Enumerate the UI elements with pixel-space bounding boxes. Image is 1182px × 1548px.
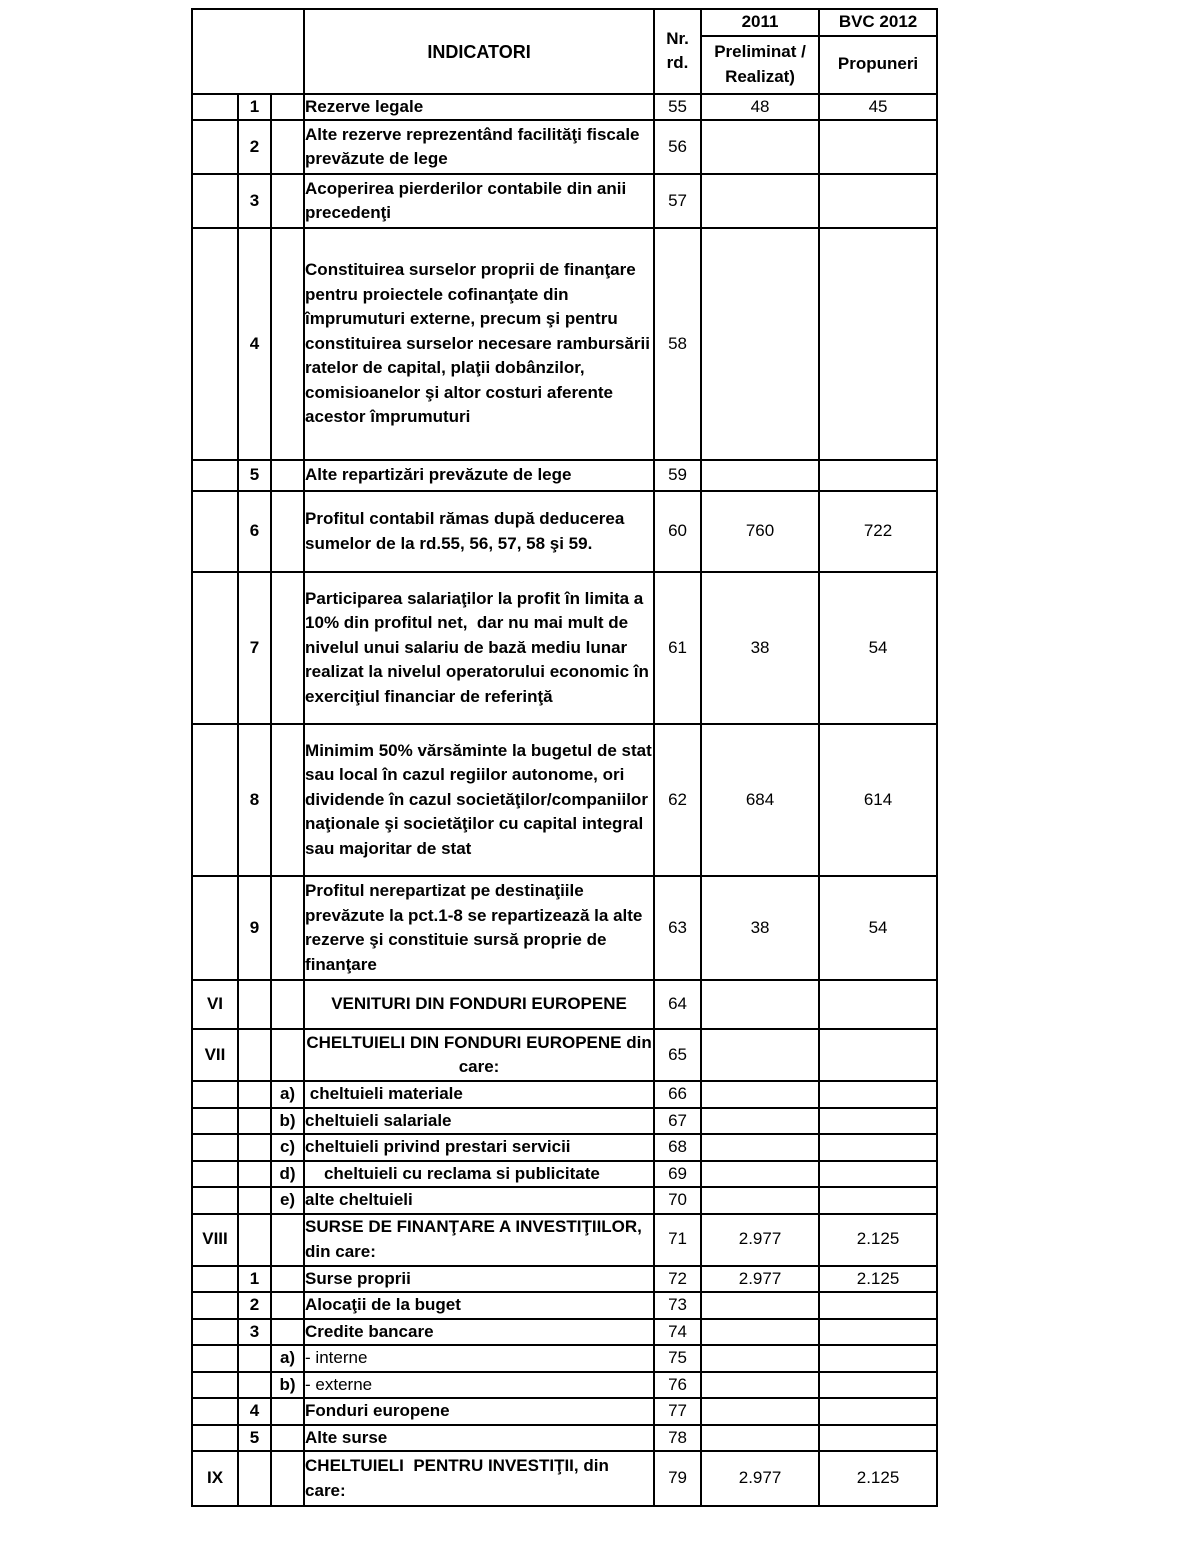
- row-number-cell: 59: [654, 460, 701, 491]
- section-roman-cell: [192, 1345, 238, 1372]
- table-row: [192, 1081, 937, 1108]
- row-number-cell: 66: [654, 1081, 701, 1108]
- section-roman-cell: [192, 1161, 238, 1188]
- subitem-letter-cell: [271, 1292, 304, 1319]
- row-number-cell: 70: [654, 1187, 701, 1214]
- item-number-cell: [238, 1134, 271, 1161]
- row-number-cell: 68: [654, 1134, 701, 1161]
- value-2012-cell: [819, 174, 937, 228]
- item-number-cell: 1: [238, 1266, 271, 1293]
- value-2011-cell: [701, 1187, 819, 1214]
- row-number-cell: 78: [654, 1425, 701, 1452]
- section-roman-cell: [192, 228, 238, 460]
- indicator-text-cell: CHELTUIELI PENTRU INVESTIŢII, din care:: [304, 1451, 654, 1506]
- row-number-cell: 74: [654, 1319, 701, 1346]
- value-2011-cell: [701, 1292, 819, 1319]
- subitem-letter-cell: [271, 1029, 304, 1081]
- row-number-cell: 79: [654, 1451, 701, 1506]
- indicator-text-cell: Minimim 50% vărsăminte la bugetul de stat sau local în cazul regiilor autonome, ori dividende în cazul societăţilor/companiilor naţionale şi societăţilor cu capital integral sau majoritar de stat: [304, 724, 654, 876]
- section-roman-cell: [192, 460, 238, 491]
- table-row: [192, 460, 937, 491]
- row-number-cell: 77: [654, 1398, 701, 1425]
- row-number-cell: 58: [654, 228, 701, 460]
- section-roman-cell: VIII: [192, 1214, 238, 1266]
- table-row: [192, 980, 937, 1029]
- table-row: [192, 1319, 937, 1346]
- value-2012-cell: 614: [819, 724, 937, 876]
- table-row: [192, 228, 937, 460]
- indicator-text-cell: Alte rezerve reprezentând facilităţi fiscale prevăzute de lege: [304, 120, 654, 174]
- table-row: [192, 1266, 937, 1293]
- indicator-text-cell: cheltuieli cu reclama si publicitate: [304, 1161, 654, 1188]
- section-roman-cell: IX: [192, 1451, 238, 1506]
- value-2012-cell: 2.125: [819, 1451, 937, 1506]
- table-row: [192, 1134, 937, 1161]
- subitem-letter-cell: [271, 1266, 304, 1293]
- indicator-text-cell: Profitul nerepartizat pe destinaţiile prevăzute la pct.1-8 se repartizează la alte rezerve şi constituie sursă proprie de finanţare: [304, 876, 654, 980]
- header-indicatori: INDICATORI: [304, 9, 654, 94]
- section-roman-cell: [192, 1319, 238, 1346]
- row-number-cell: 67: [654, 1108, 701, 1135]
- item-number-cell: [238, 980, 271, 1029]
- item-number-cell: [238, 1108, 271, 1135]
- table-row: [192, 1029, 937, 1081]
- item-number-cell: 4: [238, 228, 271, 460]
- table-row: [192, 491, 937, 572]
- value-2011-cell: 2.977: [701, 1214, 819, 1266]
- subitem-letter-cell: [271, 94, 304, 121]
- indicator-text-cell: Rezerve legale: [304, 94, 654, 121]
- subitem-letter-cell: [271, 460, 304, 491]
- subitem-letter-cell: [271, 1425, 304, 1452]
- indicator-text-cell: Alocaţii de la buget: [304, 1292, 654, 1319]
- item-number-cell: 3: [238, 1319, 271, 1346]
- value-2012-cell: [819, 1161, 937, 1188]
- item-number-cell: [238, 1451, 271, 1506]
- bvc-table: [191, 8, 938, 1507]
- row-number-cell: 75: [654, 1345, 701, 1372]
- indicator-text-cell: - externe: [304, 1372, 654, 1399]
- value-2011-cell: [701, 1081, 819, 1108]
- section-roman-cell: [192, 174, 238, 228]
- subitem-letter-cell: c): [271, 1134, 304, 1161]
- indicator-text-cell: SURSE DE FINANŢARE A INVESTIŢIILOR, din care:: [304, 1214, 654, 1266]
- section-roman-cell: [192, 1134, 238, 1161]
- header-year-2012: BVC 2012: [819, 9, 937, 36]
- row-number-cell: 73: [654, 1292, 701, 1319]
- value-2012-cell: 54: [819, 876, 937, 980]
- value-2012-cell: 2.125: [819, 1214, 937, 1266]
- indicator-text-cell: cheltuieli salariale: [304, 1108, 654, 1135]
- subitem-letter-cell: [271, 1451, 304, 1506]
- value-2012-cell: 45: [819, 94, 937, 121]
- value-2011-cell: [701, 1029, 819, 1081]
- subitem-letter-cell: [271, 724, 304, 876]
- section-roman-cell: [192, 1266, 238, 1293]
- indicator-text-cell: Alte repartizări prevăzute de lege: [304, 460, 654, 491]
- row-number-cell: 72: [654, 1266, 701, 1293]
- item-number-cell: 7: [238, 572, 271, 724]
- value-2011-cell: 684: [701, 724, 819, 876]
- subitem-letter-cell: d): [271, 1161, 304, 1188]
- item-number-cell: 9: [238, 876, 271, 980]
- section-roman-cell: [192, 1081, 238, 1108]
- section-roman-cell: [192, 120, 238, 174]
- value-2011-cell: [701, 1134, 819, 1161]
- section-roman-cell: VII: [192, 1029, 238, 1081]
- item-number-cell: 5: [238, 460, 271, 491]
- subitem-letter-cell: [271, 1398, 304, 1425]
- table-row: [192, 1187, 937, 1214]
- row-number-cell: 57: [654, 174, 701, 228]
- table-row: [192, 1398, 937, 1425]
- section-roman-cell: VI: [192, 980, 238, 1029]
- value-2012-cell: [819, 228, 937, 460]
- table-row: [192, 724, 937, 876]
- subitem-letter-cell: [271, 174, 304, 228]
- indicator-text-cell: Surse proprii: [304, 1266, 654, 1293]
- value-2012-cell: [819, 1398, 937, 1425]
- table-row: [192, 94, 937, 121]
- value-2011-cell: [701, 228, 819, 460]
- value-2012-cell: [819, 1187, 937, 1214]
- value-2011-cell: [701, 980, 819, 1029]
- value-2011-cell: [701, 460, 819, 491]
- value-2012-cell: [819, 120, 937, 174]
- row-number-cell: 56: [654, 120, 701, 174]
- item-number-cell: 5: [238, 1425, 271, 1452]
- value-2011-cell: 2.977: [701, 1451, 819, 1506]
- section-roman-cell: [192, 1398, 238, 1425]
- table-row: [192, 1108, 937, 1135]
- value-2011-cell: [701, 174, 819, 228]
- item-number-cell: 8: [238, 724, 271, 876]
- section-roman-cell: [192, 1292, 238, 1319]
- table-row: [192, 876, 937, 980]
- value-2011-cell: 38: [701, 876, 819, 980]
- item-number-cell: 2: [238, 120, 271, 174]
- indicator-text-cell: Profitul contabil rămas după deducerea sumelor de la rd.55, 56, 57, 58 şi 59.: [304, 491, 654, 572]
- table-row: [192, 1372, 937, 1399]
- value-2011-cell: [701, 1319, 819, 1346]
- value-2012-cell: [819, 1372, 937, 1399]
- value-2012-cell: [819, 1345, 937, 1372]
- item-number-cell: [238, 1029, 271, 1081]
- indicator-text-cell: Alte surse: [304, 1425, 654, 1452]
- item-number-cell: 2: [238, 1292, 271, 1319]
- subitem-letter-cell: [271, 1214, 304, 1266]
- item-number-cell: [238, 1081, 271, 1108]
- row-number-cell: 64: [654, 980, 701, 1029]
- table-row: [192, 1161, 937, 1188]
- value-2012-cell: [819, 1108, 937, 1135]
- value-2012-cell: [819, 1425, 937, 1452]
- table-row: [192, 1451, 937, 1506]
- header-row-top: [192, 9, 937, 36]
- subitem-letter-cell: b): [271, 1108, 304, 1135]
- header-nr-rd: Nr. rd.: [654, 9, 701, 94]
- item-number-cell: [238, 1372, 271, 1399]
- value-2011-cell: [701, 1345, 819, 1372]
- indicator-text-cell: Participarea salariaţilor la profit în limita a 10% din profitul net, dar nu mai mult de nivelul unui salariu de bază mediu lunar realizat la nivelul operatorului economic în exerciţiul financiar de referinţă: [304, 572, 654, 724]
- section-roman-cell: [192, 572, 238, 724]
- item-number-cell: [238, 1161, 271, 1188]
- value-2011-cell: [701, 1398, 819, 1425]
- section-roman-cell: [192, 491, 238, 572]
- indicator-text-cell: cheltuieli privind prestari servicii: [304, 1134, 654, 1161]
- section-roman-cell: [192, 1425, 238, 1452]
- row-number-cell: 71: [654, 1214, 701, 1266]
- header-year-2011: 2011: [701, 9, 819, 36]
- section-roman-cell: [192, 1187, 238, 1214]
- indicator-text-cell: Constituirea surselor proprii de finanţare pentru proiectele cofinanţate din împrumuturi externe, precum şi pentru constituirea surselor necesare rambursării ratelor de capital, plaţii dobânzilor, comisioanelor şi altor costuri aferente acestor împrumuturi: [304, 228, 654, 460]
- item-number-cell: [238, 1187, 271, 1214]
- table-row: [192, 174, 937, 228]
- header-col-2011: Preliminat / Realizat): [701, 36, 819, 94]
- item-number-cell: [238, 1214, 271, 1266]
- row-number-cell: 69: [654, 1161, 701, 1188]
- item-number-cell: 1: [238, 94, 271, 121]
- indicator-text-cell: cheltuieli materiale: [304, 1081, 654, 1108]
- indicator-text-cell: Credite bancare: [304, 1319, 654, 1346]
- subitem-letter-cell: a): [271, 1345, 304, 1372]
- row-number-cell: 76: [654, 1372, 701, 1399]
- value-2011-cell: [701, 1108, 819, 1135]
- indicator-text-cell: VENITURI DIN FONDURI EUROPENE: [304, 980, 654, 1029]
- value-2011-cell: 760: [701, 491, 819, 572]
- value-2012-cell: [819, 1029, 937, 1081]
- value-2012-cell: [819, 1134, 937, 1161]
- indicator-text-cell: - interne: [304, 1345, 654, 1372]
- section-roman-cell: [192, 876, 238, 980]
- table-row: [192, 1292, 937, 1319]
- value-2012-cell: 54: [819, 572, 937, 724]
- indicator-text-cell: CHELTUIELI DIN FONDURI EUROPENE din care:: [304, 1029, 654, 1081]
- item-number-cell: 4: [238, 1398, 271, 1425]
- subitem-letter-cell: [271, 572, 304, 724]
- value-2011-cell: [701, 120, 819, 174]
- subitem-letter-cell: b): [271, 1372, 304, 1399]
- subitem-letter-cell: [271, 980, 304, 1029]
- indicator-text-cell: Acoperirea pierderilor contabile din anii precedenţi: [304, 174, 654, 228]
- row-number-cell: 61: [654, 572, 701, 724]
- indicator-text-cell: alte cheltuieli: [304, 1187, 654, 1214]
- value-2012-cell: [819, 1292, 937, 1319]
- item-number-cell: [238, 1345, 271, 1372]
- subitem-letter-cell: [271, 120, 304, 174]
- value-2011-cell: 38: [701, 572, 819, 724]
- indicator-text-cell: Fonduri europene: [304, 1398, 654, 1425]
- subitem-letter-cell: e): [271, 1187, 304, 1214]
- subitem-letter-cell: [271, 228, 304, 460]
- table-row: [192, 1425, 937, 1452]
- header-col-2012: Propuneri: [819, 36, 937, 94]
- value-2012-cell: 722: [819, 491, 937, 572]
- section-roman-cell: [192, 1372, 238, 1399]
- table-row: [192, 572, 937, 724]
- row-number-cell: 65: [654, 1029, 701, 1081]
- subitem-letter-cell: [271, 876, 304, 980]
- value-2011-cell: [701, 1425, 819, 1452]
- value-2012-cell: [819, 980, 937, 1029]
- value-2011-cell: [701, 1161, 819, 1188]
- section-roman-cell: [192, 724, 238, 876]
- item-number-cell: 6: [238, 491, 271, 572]
- table-row: [192, 1214, 937, 1266]
- value-2012-cell: 2.125: [819, 1266, 937, 1293]
- value-2012-cell: [819, 460, 937, 491]
- header-blank-cell: [192, 9, 304, 94]
- subitem-letter-cell: [271, 491, 304, 572]
- table-row: [192, 1345, 937, 1372]
- row-number-cell: 55: [654, 94, 701, 121]
- section-roman-cell: [192, 1108, 238, 1135]
- row-number-cell: 60: [654, 491, 701, 572]
- table-row: [192, 120, 937, 174]
- value-2011-cell: 2.977: [701, 1266, 819, 1293]
- row-number-cell: 62: [654, 724, 701, 876]
- row-number-cell: 63: [654, 876, 701, 980]
- subitem-letter-cell: [271, 1319, 304, 1346]
- value-2012-cell: [819, 1081, 937, 1108]
- value-2011-cell: [701, 1372, 819, 1399]
- subitem-letter-cell: a): [271, 1081, 304, 1108]
- section-roman-cell: [192, 94, 238, 121]
- value-2012-cell: [819, 1319, 937, 1346]
- value-2011-cell: 48: [701, 94, 819, 121]
- item-number-cell: 3: [238, 174, 271, 228]
